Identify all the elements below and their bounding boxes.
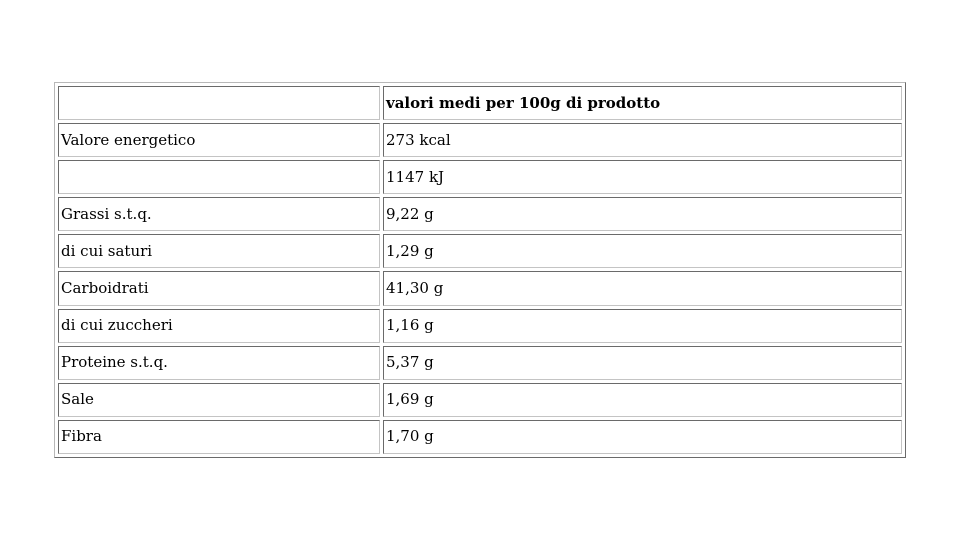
table-row [58, 346, 902, 380]
table-header-row [58, 86, 902, 120]
nutrient-label: Grassi s.t.q. [58, 197, 380, 231]
nutrient-label: Carboidrati [58, 271, 380, 305]
nutrient-label [58, 160, 380, 194]
header-value-cell: valori medi per 100g di prodotto [383, 86, 902, 120]
table-row [58, 309, 902, 343]
table-row [58, 383, 902, 417]
nutrient-label: Fibra [58, 420, 380, 454]
table-row [58, 197, 902, 231]
nutrient-value: 41,30 g [383, 271, 902, 305]
header-label-cell [58, 86, 380, 120]
nutrient-value: 1,29 g [383, 234, 902, 268]
table-row [58, 234, 902, 268]
nutrient-value: 1147 kJ [383, 160, 902, 194]
nutrient-value: 1,70 g [383, 420, 902, 454]
nutrition-table [54, 82, 906, 458]
table-row [58, 420, 902, 454]
table-row [58, 271, 902, 305]
nutrient-value: 1,16 g [383, 309, 902, 343]
nutrient-value: 9,22 g [383, 197, 902, 231]
table-row [58, 123, 902, 157]
nutrient-value: 1,69 g [383, 383, 902, 417]
nutrient-label: Sale [58, 383, 380, 417]
nutrient-label: Proteine s.t.q. [58, 346, 380, 380]
nutrient-label: Valore energetico [58, 123, 380, 157]
nutrient-value: 273 kcal [383, 123, 902, 157]
nutrient-label: di cui saturi [58, 234, 380, 268]
table-row [58, 160, 902, 194]
nutrient-value: 5,37 g [383, 346, 902, 380]
nutrient-label: di cui zuccheri [58, 309, 380, 343]
